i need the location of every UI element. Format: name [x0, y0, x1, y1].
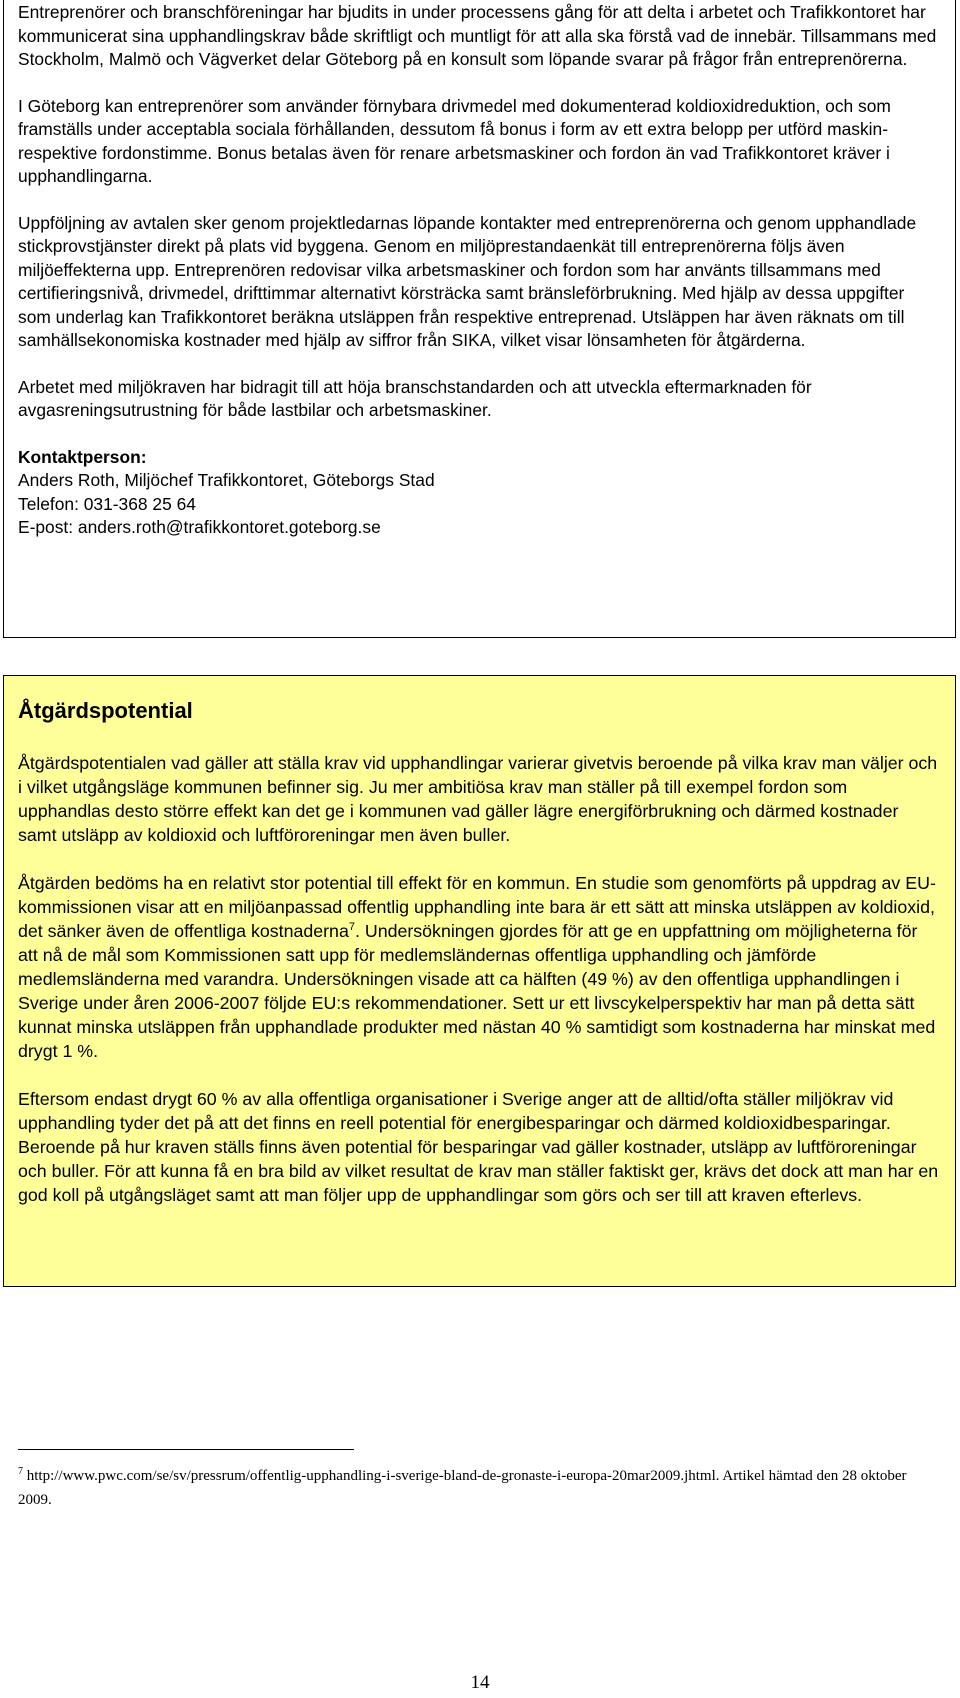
- bonus-paragraph: I Göteborg kan entreprenörer som använder förnybara drivmedel med dokumenterad koldioxidreduktion, och som framställs under acceptabla sociala förhållanden, dessutom få bonus i form av ett extra belopp per utförd maskin- respektive fordonstimme. Bonus betalas även för renare arbetsmaskiner och fordon än vad Trafikkontoret kräver i upphandlingarna.: [18, 95, 891, 186]
- page-number: 14: [470, 1672, 490, 1693]
- results-paragraph: Arbetet med miljökraven har bidragit till att höja branschstandarden och att utveckla eftermarknaden för avgasreningsutrustning för både lastbilar och arbetsmaskiner.: [18, 376, 812, 420]
- footnote-marker: 7: [18, 1466, 23, 1477]
- footnote-text: http://www.pwc.com/se/sv/pressrum/offentlig-upphandling-i-sverige-bland-de-gronaste-i-europa-20mar2009.jhtml. Artikel hämtad den 28 oktober 2009.: [18, 1468, 907, 1508]
- follow-up-paragraph: Uppföljning av avtalen sker genom projektledarnas löpande kontakter med entreprenörerna och genom upphandlade stickprovstjänster direkt på plats vid byggena. Genom en miljöprestandaenkät till entreprenörerna följs även miljöeffekterna upp. Entreprenören redovisar vilka arbetsmaskiner och fordon som har använts tillsammans med certifieringsnivå, drivmedel, drifttimmar alternativt körsträcka samt bränsleförbrukning. Med hjälp av dessa uppgifter som underlag kan Trafikkontoret beräkna utsläppen från respektive entreprenad. Utsläppen har även räknats om till samhällsekonomiska kostnader med hjälp av siffror från SIKA, vilket visar lönsamheten för åtgärderna.: [18, 212, 917, 350]
- contact-block: [18, 446, 941, 540]
- case-description-box: [3, 0, 956, 638]
- measure-potential-box: [3, 675, 956, 1287]
- footnote: [18, 1464, 938, 1512]
- contact-email: E-post: anders.roth@trafikkontoret.goteborg.se: [18, 517, 381, 537]
- potential-paragraph-3: Eftersom endast drygt 60 % av alla offentliga organisationer i Sverige anger att de alltid/ofta ställer miljökrav vid upphandling tyder det på att det finns en reell potential för energibesparingar och därmed koldioxidbesparingar. Beroende på hur kraven ställs finns även potential för besparingar vad gäller kostnader, utsläpp av luftföroreningar och buller. För att kunna få en bra bild av vilket resultat de krav man ställer faktiskt ger, krävs det dock att man har en god koll på utgångsläget samt att man följer upp de upphandlingar som görs och ser till att kraven efterlevs.: [18, 1089, 939, 1205]
- potential-paragraph-2: [18, 871, 941, 1063]
- section-heading: Åtgärdspotential: [18, 698, 193, 723]
- potential-paragraph-1: Åtgärdspotentialen vad gäller att ställa krav vid upphandlingar varierar givetvis beroende på vilka krav man väljer och i vilket utgångsläge kommunen befinner sig. Ju mer ambitiösa krav man ställer på till exempel fordon som upphandlas desto större effekt kan det ge i kommunen vad gäller lägre energiförbrukning och därmed kostnader samt utsläpp av koldioxid och luftföroreningar men även buller.: [18, 753, 938, 845]
- intro-paragraph: Entreprenörer och branschföreningar har bjudits in under processens gång för att delta i arbetet och Trafikkontoret har kommunicerat sina upphandlingskrav både skriftligt och muntligt för att alla ska förstå vad de innebär. Tillsammans med Stockholm, Malmö och Vägverket delar Göteborg på en konsult som löpande svarar på frågor från entreprenörerna.: [18, 2, 937, 69]
- paragraph-2-part-b: . Undersökningen gjordes för att ge en uppfattning om möjligheterna för att nå de mål som Kommissionen satt upp för medlemsländernas offentliga upphandling och jämförde medlemsländerna med varandra. Undersökningen visade att ca hälften (49 %) av den offentliga upphandlingen i Sverige under åren 2006-2007 följde EU:s rekommendationer. Sett ur ett livscykelperspektiv har man på detta sätt kunnat minska utsläppen från upphandlade produkter med nästan 40 % samtidigt som kostnaderna har minskat med drygt 1 %.: [18, 921, 936, 1061]
- footnote-reference[interactable]: 7: [348, 921, 355, 934]
- contact-phone: Telefon: 031-368 25 64: [18, 493, 196, 514]
- footnote-separator: [18, 1449, 354, 1450]
- contact-name: Anders Roth, Miljöchef Trafikkontoret, Göteborgs Stad: [18, 470, 435, 490]
- contact-heading: Kontaktperson:: [18, 446, 147, 467]
- paragraph-2-part-a: Åtgärden bedöms ha en relativt stor potential till effekt för en kommun. En studie som genomförts på uppdrag av EU-kommissionen visar att en miljöanpassad offentlig upphandling inte bara är ett sätt att minska utsläppen av koldioxid, det sänker även de offentliga kostnaderna: [18, 873, 936, 941]
